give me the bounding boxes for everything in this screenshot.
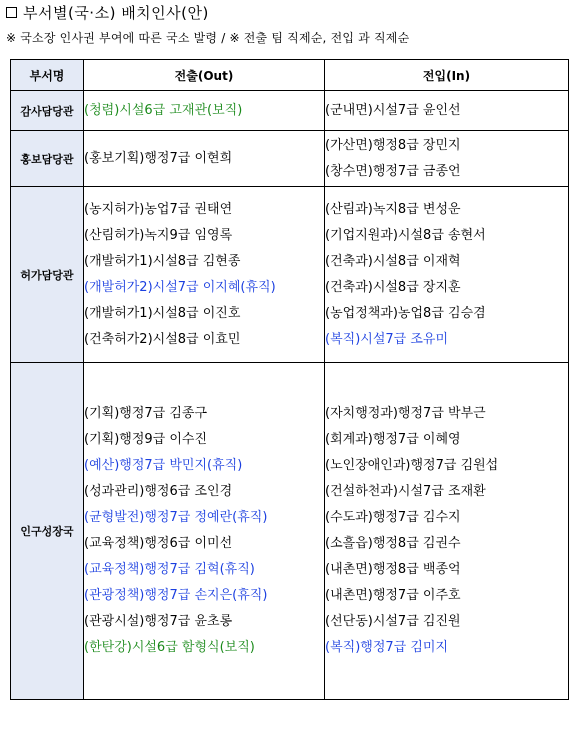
personnel-table [10, 59, 569, 700]
in-cell [325, 187, 569, 363]
dept-name: 감사담당관 [11, 91, 84, 131]
list-item: (개발허가1)시설8급 김현종 [84, 253, 241, 269]
list-item: (수도과)행정7급 김수지 [325, 510, 461, 525]
list-item: (건축허가2)시설8급 이효민 [84, 331, 241, 347]
dept-name: 홍보담당관 [11, 131, 84, 187]
header-dept: 부서명 [11, 60, 84, 91]
list-item: (관광시설)행정7급 윤초롱 [84, 614, 233, 629]
list-item: (산림허가)녹지9급 임영록 [84, 227, 233, 243]
list-item: (한탄강)시설6급 함형식(보직) [84, 640, 255, 655]
list-item: (홍보기획)행정7급 이현희 [84, 150, 233, 166]
out-cell [84, 363, 325, 700]
list-item: (관광정책)행정7급 손지은(휴직) [84, 588, 268, 603]
in-cell [325, 91, 569, 131]
out-cell [84, 187, 325, 363]
header-in: 전입(In) [325, 60, 569, 91]
list-item: (회계과)행정7급 이혜영 [325, 432, 461, 447]
list-item: (소흘읍)행정8급 김권수 [325, 536, 461, 551]
list-item: (교육정책)행정6급 이미선 [84, 536, 233, 551]
list-item: (건축과)시설8급 장지훈 [325, 279, 461, 295]
checkbox-icon [6, 7, 17, 18]
list-item: (복직)행정7급 김미지 [325, 640, 449, 655]
title-row [6, 2, 209, 22]
out-cell [84, 131, 325, 187]
table-row [11, 131, 569, 187]
header-out: 전출(Out) [84, 60, 325, 91]
in-cell [325, 363, 569, 700]
list-item: (예산)행정7급 박민지(휴직) [84, 458, 243, 473]
list-item: (군내면)시설7급 윤인선 [325, 102, 461, 118]
list-item: (자치행정과)행정7급 박부근 [325, 406, 486, 421]
list-item: (농업정책과)농업8급 김승겸 [325, 305, 486, 321]
list-item: (내촌면)행정7급 이주호 [325, 588, 461, 603]
list-item: (기획)행정7급 김종구 [84, 406, 208, 421]
list-item: (개발허가1)시설8급 이진호 [84, 305, 241, 321]
list-item: (건축과)시설8급 이재혁 [325, 253, 461, 269]
list-item: (농지허가)농업7급 권태연 [84, 201, 233, 217]
list-item: (내촌면)행정8급 백종억 [325, 562, 461, 577]
list-item: (기획)행정9급 이수진 [84, 432, 208, 447]
document-subtitle: ※ 국소장 인사권 부여에 따른 국소 발령 / ※ 전출 팀 직제순, 전입 과 직제순 [6, 31, 410, 45]
list-item: (선단동)시설7급 김진원 [325, 614, 461, 629]
table-row [11, 91, 569, 131]
list-item: (청렴)시설6급 고재관(보직) [84, 102, 243, 118]
dept-name: 허가담당관 [11, 187, 84, 363]
list-item: (개발허가2)시설7급 이지혜(휴직) [84, 279, 276, 295]
list-item: (복직)시설7급 조유미 [325, 331, 449, 347]
list-item: (노인장애인과)행정7급 김원섭 [325, 458, 499, 473]
list-item: (성과관리)행정6급 조인경 [84, 484, 233, 499]
list-item: (창수면)행정7급 금종언 [325, 163, 461, 179]
table-row [11, 187, 569, 363]
in-cell [325, 131, 569, 187]
table-header-row [11, 60, 569, 91]
list-item: (균형발전)행정7급 정예란(휴직) [84, 510, 268, 525]
list-item: (가산면)행정8급 장민지 [325, 137, 461, 153]
out-cell [84, 91, 325, 131]
list-item: (교육정책)행정7급 김혁(휴직) [84, 562, 255, 577]
table-row [11, 363, 569, 700]
list-item: (산림과)녹지8급 변성운 [325, 201, 461, 217]
document-title: 부서별(국·소) 배치인사(안) [23, 3, 209, 22]
list-item: (건설하천과)시설7급 조재환 [325, 484, 486, 499]
dept-name: 인구성장국 [11, 363, 84, 700]
list-item: (기업지원과)시설8급 송현서 [325, 227, 486, 243]
